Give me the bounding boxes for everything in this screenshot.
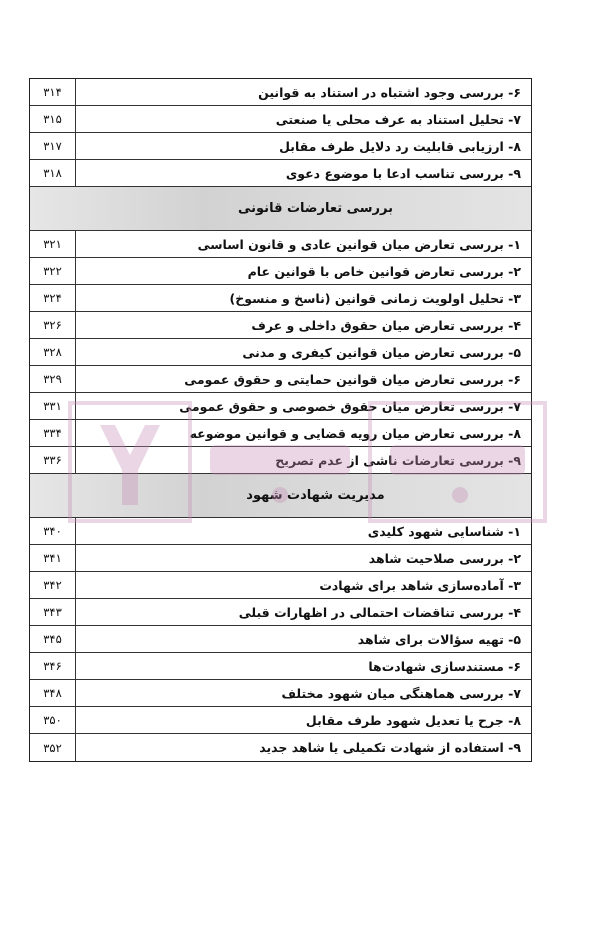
toc-row[interactable] [30, 339, 531, 366]
entry-title: ۱- شناسایی شهود کلیدی [367, 523, 521, 539]
page-number: ۳۴۱ [30, 545, 76, 571]
toc-row[interactable] [30, 231, 531, 258]
entry-title: ۸- بررسی تعارض میان رویه قضایی و قوانین موضوعه [189, 425, 521, 441]
table-of-contents [29, 78, 532, 762]
page-number: ۳۲۶ [30, 312, 76, 338]
page-number: ۳۱۵ [30, 106, 76, 132]
page-number: ۳۳۶ [30, 447, 76, 473]
page-number: ۳۴۳ [30, 599, 76, 625]
toc-row[interactable] [30, 572, 531, 599]
entry-title: ۹- بررسی تعارضات ناشی از عدم تصریح [275, 452, 521, 468]
toc-row[interactable] [30, 160, 531, 187]
entry-title: ۵- بررسی تعارض میان قوانین کیفری و مدنی [242, 344, 521, 360]
toc-row[interactable] [30, 626, 531, 653]
toc-row[interactable] [30, 734, 531, 761]
toc-row[interactable] [30, 79, 531, 106]
toc-row[interactable] [30, 518, 531, 545]
entry-title: ۶- مستندسازی شهادت‌ها [368, 658, 521, 674]
entry-title: ۸- ارزیابی قابلیت رد دلایل طرف مقابل [279, 138, 521, 154]
entry-title: ۱- بررسی تعارض میان قوانین عادی و قانون اساسی [197, 236, 521, 252]
section-title: مدیریت شهادت شهود [246, 488, 385, 503]
toc-row[interactable] [30, 447, 531, 474]
page-number: ۳۲۸ [30, 339, 76, 365]
toc-row[interactable] [30, 312, 531, 339]
page-number: ۳۲۹ [30, 366, 76, 392]
entry-title: ۹- بررسی تناسب ادعا با موضوع دعوی [285, 165, 521, 181]
toc-row[interactable] [30, 599, 531, 626]
page-number: ۳۵۲ [30, 734, 76, 761]
toc-row[interactable] [30, 133, 531, 160]
page-number: ۳۴۰ [30, 518, 76, 544]
page-number: ۳۴۶ [30, 653, 76, 679]
page-number: ۳۲۱ [30, 231, 76, 257]
toc-row[interactable] [30, 258, 531, 285]
page-number: ۳۱۴ [30, 79, 76, 105]
section-header-witness-testimony [30, 474, 531, 518]
entry-title: ۷- بررسی تعارض میان حقوق خصوصی و حقوق عمومی [179, 398, 521, 414]
toc-row[interactable] [30, 653, 531, 680]
toc-row[interactable] [30, 420, 531, 447]
toc-row[interactable] [30, 393, 531, 420]
entry-title: ۴- بررسی تعارض میان حقوق داخلی و عرف [251, 317, 521, 333]
entry-title: ۵- تهیه سؤالات برای شاهد [357, 631, 521, 647]
page-number: ۳۲۴ [30, 285, 76, 311]
page-number: ۳۱۷ [30, 133, 76, 159]
entry-title: ۷- بررسی هماهنگی میان شهود مختلف [281, 685, 521, 701]
page-number: ۳۴۸ [30, 680, 76, 706]
toc-row[interactable] [30, 707, 531, 734]
entry-title: ۷- تحلیل استناد به عرف محلی یا صنعتی [275, 111, 521, 127]
entry-title: ۳- تحلیل اولویت زمانی قوانین (ناسخ و منسوخ) [229, 290, 521, 306]
page-number: ۳۳۱ [30, 393, 76, 419]
page-number: ۳۵۰ [30, 707, 76, 733]
entry-title: ۹- استفاده از شهادت تکمیلی یا شاهد جدید [259, 740, 521, 755]
page-number: ۳۴۵ [30, 626, 76, 652]
toc-row[interactable] [30, 680, 531, 707]
toc-row[interactable] [30, 366, 531, 393]
page-number: ۳۲۲ [30, 258, 76, 284]
entry-title: ۶- بررسی وجود اشتباه در استناد به قوانین [258, 84, 521, 100]
page-number: ۳۳۴ [30, 420, 76, 446]
toc-row[interactable] [30, 285, 531, 312]
section-title: بررسی تعارضات قانونی [238, 201, 393, 216]
entry-title: ۴- بررسی تناقضات احتمالی در اظهارات قبلی [238, 604, 521, 620]
toc-row[interactable] [30, 106, 531, 133]
toc-row[interactable] [30, 545, 531, 572]
section-header-legal-conflicts [30, 187, 531, 231]
entry-title: ۲- بررسی صلاحیت شاهد [368, 550, 521, 566]
entry-title: ۳- آماده‌سازی شاهد برای شهادت [319, 577, 521, 593]
entry-title: ۶- بررسی تعارض میان قوانین حمایتی و حقوق عمومی [184, 371, 521, 387]
page-number: ۳۱۸ [30, 160, 76, 186]
entry-title: ۸- جرح یا تعدیل شهود طرف مقابل [305, 712, 521, 728]
entry-title: ۲- بررسی تعارض قوانین خاص با قوانین عام [247, 263, 521, 279]
page-number: ۳۴۲ [30, 572, 76, 598]
